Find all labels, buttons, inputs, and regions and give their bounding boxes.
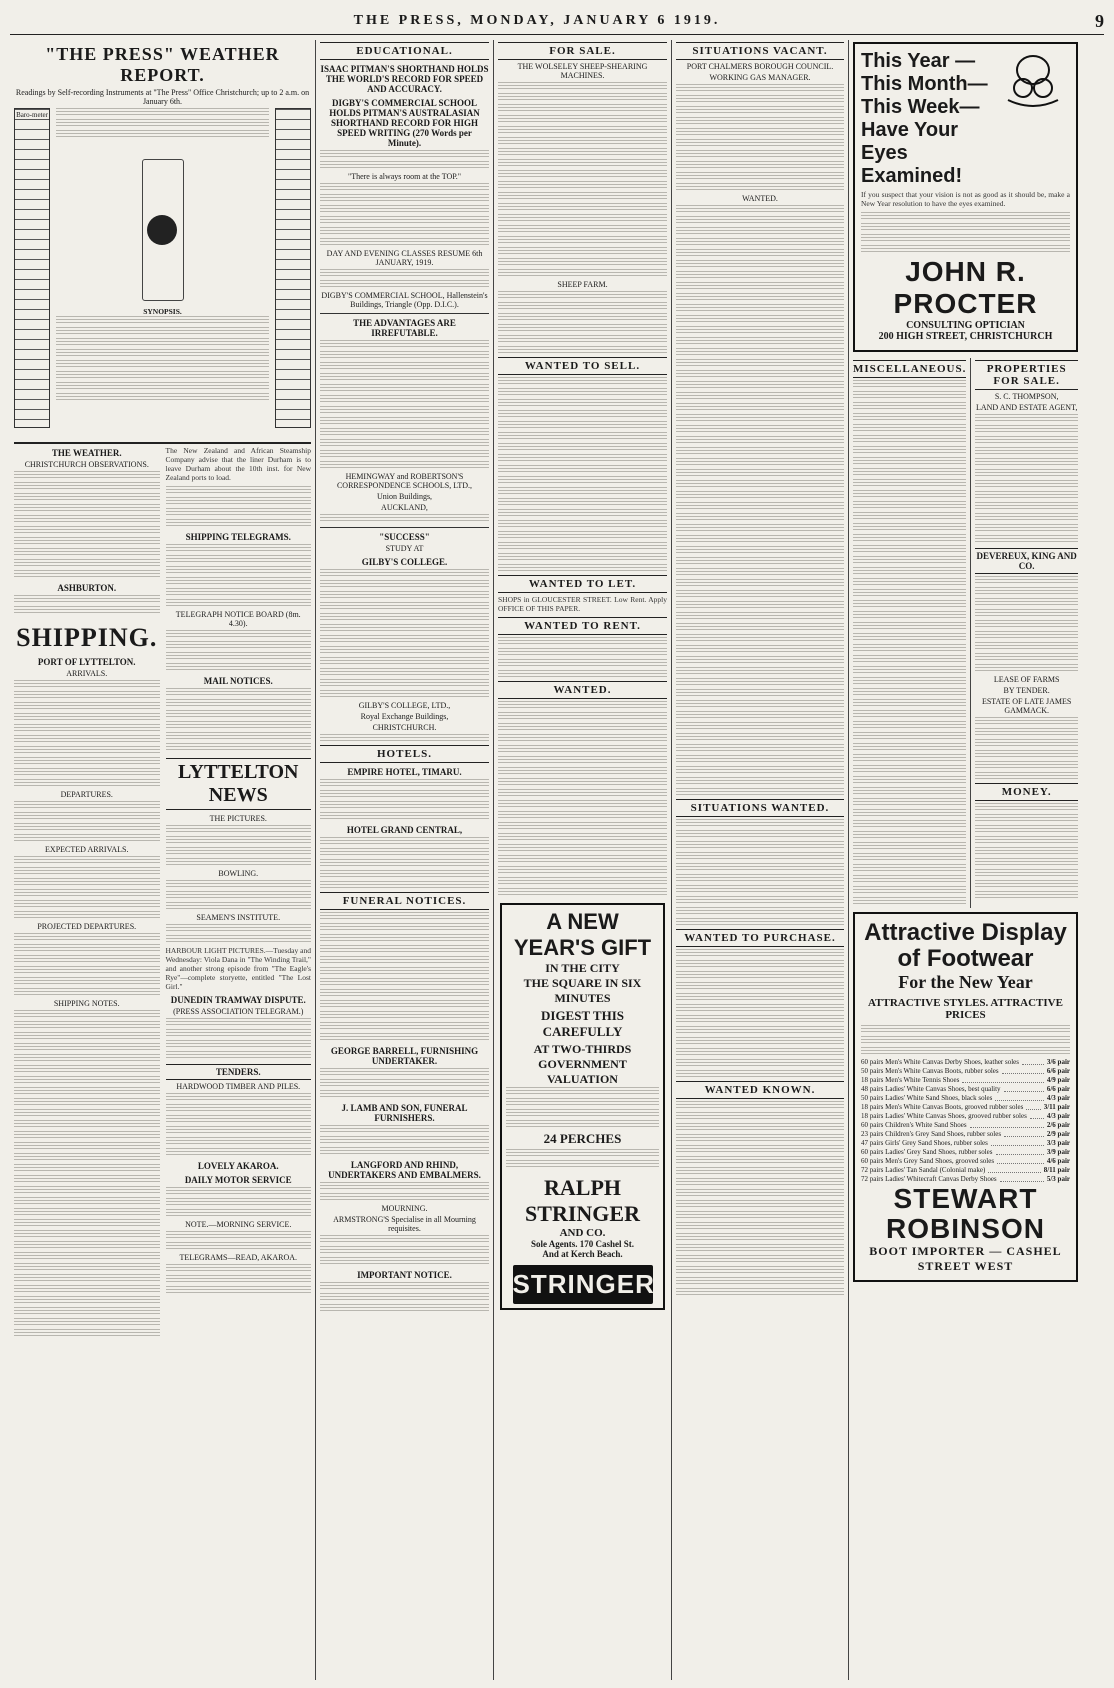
- gas-manager-heading: WORKING GAS MANAGER.: [709, 73, 811, 82]
- situations-wanted-heading: SITUATIONS WANTED.: [676, 799, 844, 817]
- shipping-telegrams-heading: SHIPPING TELEGRAMS.: [185, 532, 291, 542]
- educational-heading: EDUCATIONAL.: [320, 42, 489, 60]
- column-situations: [672, 40, 849, 1680]
- barometer-strip: [14, 108, 50, 428]
- auckland: AUCKLAND,: [381, 503, 428, 512]
- pictures-heading: THE PICTURES.: [209, 814, 267, 823]
- footwear-item: [861, 1067, 1070, 1076]
- port-chalmers-heading: PORT CHALMERS BOROUGH COUNCIL.: [686, 62, 834, 71]
- room-at-top: "There is always room at the TOP.": [347, 172, 462, 181]
- footwear-item: [861, 1112, 1070, 1121]
- hemingway-name: HEMINGWAY and ROBERTSON'S CORRESPONDENCE SCHOOLS, LTD.,: [336, 472, 473, 490]
- wanted-subheading: WANTED.: [742, 194, 778, 203]
- gift-agent-name: RALPH STRINGER: [525, 1175, 640, 1226]
- daily-motor-heading: DAILY MOTOR SERVICE: [184, 1175, 292, 1185]
- the-weather-heading: THE WEATHER.: [51, 448, 122, 458]
- footwear-item: [861, 1130, 1070, 1139]
- thermometer-strip: [275, 108, 311, 428]
- stringer-logo: STRINGER: [513, 1265, 653, 1304]
- gift-in-city: IN THE CITY: [545, 961, 620, 975]
- hotels-heading: HOTELS.: [320, 745, 489, 763]
- digbys-ad: DIGBY'S COMMERCIAL SCHOOL HOLDS PITMAN'S AUSTRALASIAN SHORTHAND RECORD FOR HIGH SPEED WRITING (270 Words per Minute).: [329, 98, 480, 148]
- properties-for-sale-heading: PROPERTIES FOR SALE.: [975, 360, 1078, 390]
- footwear-item-price: 4/9 pair: [1046, 1076, 1070, 1084]
- success-heading: "SUCCESS": [379, 532, 430, 542]
- footwear-item-price: 8/11 pair: [1043, 1166, 1070, 1174]
- situations-vacant-heading: SITUATIONS VACANT.: [676, 42, 844, 60]
- footwear-item: [861, 1166, 1070, 1175]
- footwear-item: [861, 1148, 1070, 1157]
- pitmans-ad: ISAAC PITMAN'S SHORTHAND HOLDS THE WORLD'S RECORD FOR SPEED AND ACCURACY.: [320, 64, 489, 94]
- departures-heading: DEPARTURES.: [60, 790, 113, 799]
- footwear-item-price: 4/3 pair: [1046, 1112, 1070, 1120]
- george-barrell: GEORGE BARRELL, FURNISHING UNDERTAKER.: [330, 1046, 479, 1066]
- footwear-item: [861, 1103, 1070, 1112]
- footwear-item-price: 6/6 pair: [1046, 1067, 1070, 1075]
- page-number: 9: [1095, 10, 1104, 31]
- bowling-heading: BOWLING.: [218, 869, 259, 878]
- advantages-heading: THE ADVANTAGES ARE IRREFUTABLE.: [353, 318, 456, 338]
- news-subcolumn: [166, 444, 312, 1340]
- seamens-heading: SEAMEN'S INSTITUTE.: [196, 913, 281, 922]
- mourning-heading: MOURNING.: [381, 1204, 428, 1213]
- ashburton-heading: ASHBURTON.: [57, 583, 117, 593]
- digbys-address: DIGBY'S COMMERCIAL SCHOOL, Hallenstein's Buildings, Triangle (Opp. D.I.C.).: [321, 291, 488, 309]
- weather-chart: [14, 108, 311, 444]
- money-heading: MONEY.: [975, 783, 1078, 801]
- footwear-item-name: 72 pairs Ladies' Tan Sandal (Colonial make): [861, 1166, 986, 1174]
- glasses-icon: [998, 50, 1068, 114]
- footwear-styles: ATTRACTIVE STYLES. ATTRACTIVE PRICES: [868, 997, 1063, 1021]
- hardwood-heading: HARDWOOD TIMBER AND PILES.: [176, 1082, 301, 1091]
- gilbys-college-ltd: GILBY'S COLLEGE, LTD.,: [358, 701, 451, 710]
- procter-ad: [853, 42, 1078, 352]
- footwear-item-name: 18 pairs Men's White Canvas Boots, grooved rubber soles: [861, 1103, 1024, 1111]
- footwear-item: [861, 1121, 1070, 1130]
- christchurch: CHRISTCHURCH.: [372, 723, 437, 732]
- weather-report-subtitle: Readings by Self-recording Instruments at "The Press" Office Christchurch; up to 2 a.m. on January 6th.: [15, 88, 310, 106]
- gammack-estate-heading: ESTATE OF LATE JAMES GAMMACK.: [981, 697, 1072, 715]
- footwear-price-list: [861, 1058, 1070, 1184]
- footwear-item-name: 18 pairs Men's White Tennis Shoes: [861, 1076, 960, 1084]
- sheep-farm-heading: SHEEP FARM.: [557, 280, 608, 289]
- by-tender-heading: BY TENDER.: [1003, 686, 1050, 695]
- lovely-akaroa-heading: LOVELY AKAROA.: [197, 1161, 279, 1171]
- empire-hotel: EMPIRE HOTEL, TIMARU.: [347, 767, 462, 777]
- wanted-to-purchase-heading: WANTED TO PURCHASE.: [676, 929, 844, 947]
- barometer-label: Baro-meter: [16, 111, 48, 119]
- shipping-notes-heading: SHIPPING NOTES.: [53, 999, 120, 1008]
- footwear-item-price: 3/3 pair: [1046, 1139, 1070, 1147]
- footwear-item-name: 18 pairs Ladies' White Canvas Shoes, grooved rubber soles: [861, 1112, 1027, 1120]
- weather-subcolumn: [14, 444, 160, 1340]
- footwear-item: [861, 1085, 1070, 1094]
- column-educational: [316, 40, 494, 1680]
- footwear-item-name: 60 pairs Ladies' Grey Sand Shoes, rubber soles: [861, 1148, 993, 1156]
- footwear-item-price: 4/6 pair: [1046, 1157, 1070, 1165]
- columns: [10, 40, 1104, 1680]
- wanted-heading: WANTED.: [498, 681, 667, 699]
- royal-exchange: Royal Exchange Buildings,: [360, 712, 449, 721]
- weather-report-title: "THE PRESS" WEATHER REPORT.: [45, 44, 280, 85]
- day-evening-classes: DAY AND EVENING CLASSES RESUME 6th JANUARY, 1919.: [326, 249, 483, 267]
- footwear-item-price: 3/6 pair: [1046, 1058, 1070, 1066]
- column-advertisements: [849, 40, 1082, 1680]
- gift-square: THE SQUARE IN SIX MINUTES: [523, 976, 642, 1005]
- study-at: STUDY AT: [385, 544, 424, 553]
- press-assoc-heading: (PRESS ASSOCIATION TELEGRAM.): [173, 1007, 304, 1016]
- thompson-name: S. C. THOMPSON,: [994, 392, 1059, 401]
- lease-farms-heading: LEASE OF FARMS: [993, 675, 1060, 684]
- masthead: [10, 8, 1104, 35]
- footwear-item-name: 50 pairs Men's White Canvas Boots, rubber soles: [861, 1067, 999, 1075]
- footwear-item-price: 3/11 pair: [1043, 1103, 1070, 1111]
- gift-agent-address: Sole Agents. 170 Cashel St.: [530, 1239, 634, 1249]
- column-weather-shipping: [10, 40, 316, 1680]
- gift-agent-branch: And at Kerch Beach.: [542, 1249, 623, 1259]
- miscellaneous-heading: MISCELLANEOUS.: [853, 360, 966, 378]
- union-buildings: Union Buildings,: [376, 492, 433, 501]
- procter-role: CONSULTING OPTICIAN: [906, 320, 1025, 331]
- footwear-item: [861, 1076, 1070, 1085]
- projected-departures-heading: PROJECTED DEPARTURES.: [37, 922, 137, 931]
- devereux-heading: DEVEREUX, KING AND CO.: [975, 548, 1078, 574]
- footwear-item-name: 47 pairs Girls' Grey Sand Shoes, rubber soles: [861, 1139, 988, 1147]
- misc-subcolumn: [853, 358, 971, 908]
- funeral-notices-heading: FUNERAL NOTICES.: [320, 892, 489, 910]
- wanted-to-let-heading: WANTED TO LET.: [498, 575, 667, 593]
- footwear-headline: Attractive Display of Footwear: [864, 919, 1067, 972]
- nz-african-notice: The New Zealand and African Steamship Company advise that the liner Durham is to leave Durham about the 10th inst. for New Zealand ports to load.: [165, 446, 311, 482]
- gift-perches: 24 PERCHES: [543, 1131, 622, 1146]
- telegraph-notice-heading: TELEGRAPH NOTICE BOARD (8m. 4.30).: [175, 610, 301, 628]
- gift-agent-co: AND CO.: [559, 1227, 606, 1239]
- footwear-item-name: 72 pairs Ladies' Whitecraft Canvas Derby Shoes: [861, 1175, 997, 1183]
- footwear-subhead: For the New Year: [898, 972, 1033, 992]
- weather-readings: [56, 108, 269, 438]
- wanted-known-heading: WANTED KNOWN.: [676, 1081, 844, 1099]
- arrivals-heading: ARRIVALS.: [66, 669, 108, 678]
- wanted-to-sell-heading: WANTED TO SELL.: [498, 357, 667, 375]
- procter-headline: This Year — This Month—This Week—Have Your Eyes Examined!: [861, 50, 988, 187]
- footwear-item-price: 6/6 pair: [1046, 1085, 1070, 1093]
- port-heading: PORT OF LYTTELTON.: [37, 657, 136, 667]
- shops-notice: SHOPS in GLOUCESTER STREET. Low Rent. Apply OFFICE OF THIS PAPER.: [498, 595, 667, 613]
- footwear-item-name: 23 pairs Children's Grey Sand Shoes, rubber soles: [861, 1130, 1002, 1138]
- footwear-item-name: 60 pairs Children's White Sand Shoes: [861, 1121, 967, 1129]
- lamb-and-son: J. LAMB AND SON, FUNERAL FURNISHERS.: [341, 1103, 468, 1123]
- for-sale-heading: FOR SALE.: [498, 42, 667, 60]
- note-morning-heading: NOTE.—MORNING SERVICE.: [185, 1220, 292, 1229]
- footwear-item: [861, 1058, 1070, 1067]
- mail-notices-heading: MAIL NOTICES.: [203, 676, 273, 686]
- procter-name: JOHN R. PROCTER: [893, 256, 1038, 319]
- dunedin-dispute-heading: DUNEDIN TRAMWAY DISPUTE.: [170, 995, 306, 1005]
- footwear-item-price: 2/9 pair: [1046, 1130, 1070, 1138]
- wanted-to-rent-heading: WANTED TO RENT.: [498, 617, 667, 635]
- procter-text: If you suspect that your vision is not as good as it should be, make a New Year resolution to have the eyes examined.: [861, 190, 1070, 208]
- footwear-item: [861, 1157, 1070, 1166]
- masthead-title: THE PRESS, MONDAY, JANUARY 6 1919.: [353, 13, 721, 28]
- langford-rhind: LANGFORD AND RHIND, UNDERTAKERS AND EMBALMERS.: [328, 1160, 481, 1180]
- land-estate-agent: LAND AND ESTATE AGENT,: [975, 403, 1078, 412]
- chch-observations-heading: CHRISTCHURCH OBSERVATIONS.: [24, 460, 149, 469]
- new-years-gift-ad: [500, 903, 665, 1310]
- harbour-light-notice: HARBOUR LIGHT PICTURES.—Tuesday and Wednesday: Viola Dana in "The Winding Trail," and another strong episode from "The Eagle's Rye"—complete storyette, entitled "The Lost Girl.": [165, 946, 311, 991]
- wolseley-heading: THE WOLSELEY SHEEP-SHEARING MACHINES.: [517, 62, 648, 80]
- footwear-item-name: 60 pairs Men's Grey Sand Shoes, grooved soles: [861, 1157, 995, 1165]
- wind-dial: [142, 159, 184, 301]
- stewart-robinson: STEWART ROBINSON: [886, 1183, 1045, 1244]
- synopsis-heading: SYNOPSIS.: [143, 307, 182, 316]
- shipping-title: SHIPPING.: [16, 623, 158, 652]
- gift-digest: DIGEST THIS CAREFULLY: [541, 1008, 624, 1039]
- weather-shipping-split: [14, 444, 311, 1340]
- armstrongs-ad: ARMSTRONG'S Specialise in all Mourning requisites.: [333, 1215, 476, 1233]
- footwear-item-price: 5/3 pair: [1046, 1175, 1070, 1183]
- footwear-item-name: 48 pairs Ladies' White Canvas Shoes, best quality: [861, 1085, 1001, 1093]
- footwear-item-name: 60 pairs Men's White Canvas Derby Shoes, leather soles: [861, 1058, 1020, 1066]
- procter-address: 200 HIGH STREET, CHRISTCHURCH: [878, 331, 1053, 342]
- gift-headline: A NEW YEAR'S GIFT: [513, 909, 652, 960]
- grand-central-hotel: HOTEL GRAND CENTRAL,: [346, 825, 463, 835]
- gilbys-college: GILBY'S COLLEGE.: [361, 557, 448, 567]
- footwear-ad: [853, 912, 1078, 1282]
- stewart-robinson-sub: BOOT IMPORTER — CASHEL STREET WEST: [869, 1244, 1062, 1273]
- footwear-item: [861, 1139, 1070, 1148]
- expected-arrivals-heading: EXPECTED ARRIVALS.: [45, 845, 129, 854]
- classified-subcolumns: [853, 358, 1078, 908]
- footwear-item-price: 4/3 pair: [1046, 1094, 1070, 1102]
- footwear-item: [861, 1094, 1070, 1103]
- column-for-sale: [494, 40, 672, 1680]
- footwear-item-name: 50 pairs Ladies' White Sand Shoes, black soles: [861, 1094, 993, 1102]
- important-notice: IMPORTANT NOTICE.: [357, 1270, 452, 1280]
- gift-valuation: AT TWO-THIRDS GOVERNMENT VALUATION: [533, 1042, 632, 1086]
- tenders-heading: TENDERS.: [166, 1064, 312, 1080]
- footwear-item-price: 3/9 pair: [1046, 1148, 1070, 1156]
- footwear-item-price: 2/6 pair: [1046, 1121, 1070, 1129]
- property-subcolumn: [975, 358, 1078, 908]
- telegrams-heading: TELEGRAMS—READ, AKAROA.: [179, 1253, 298, 1262]
- lyttelton-news-title: LYTTELTON NEWS: [166, 758, 312, 810]
- dial-circle-icon: [147, 215, 177, 245]
